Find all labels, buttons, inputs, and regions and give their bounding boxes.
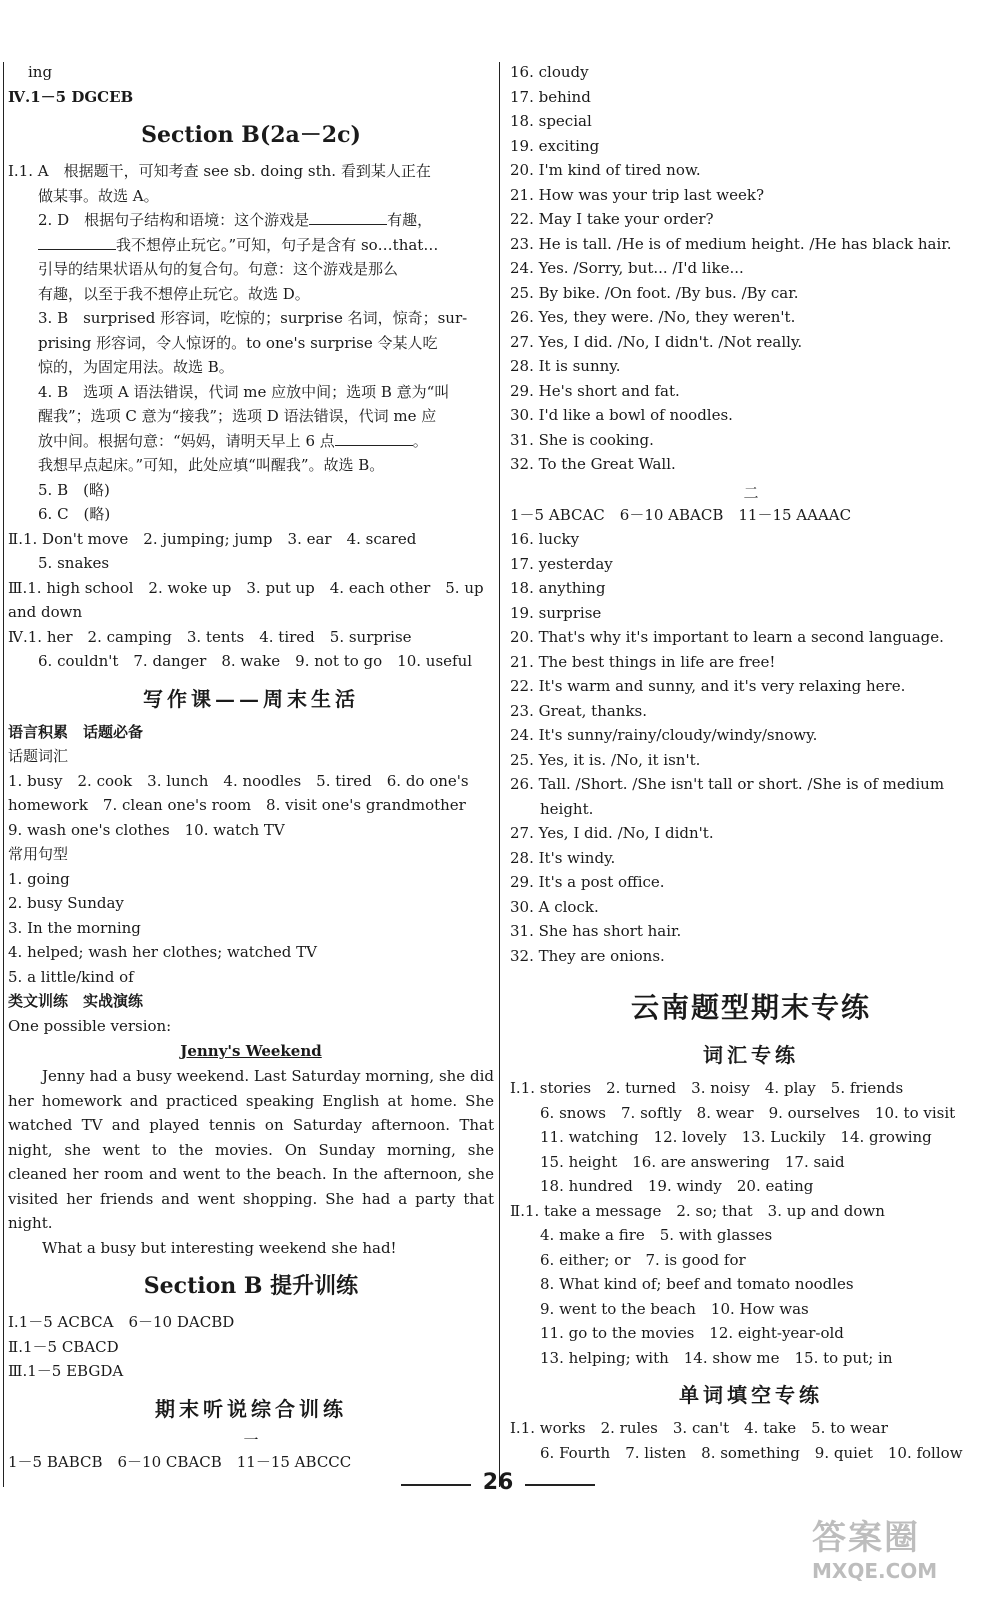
essay-paragraph: What a busy but interesting weekend she had! [42,1238,397,1257]
blank-line [309,210,387,225]
section-title: 云南题型期末专练 [630,991,871,1024]
blank-line [38,235,116,250]
essay-paragraph: Jenny had a busy weekend. Last Saturday morning, she did her homework and practiced speaking English at home. She watched TV and played tennis on Saturday afternoon. That night, she went to the movies. On Sunday morning, she cleaned her room and went to the beach. In the afternoon, she visited her friends and went shopping. She had a party that night. [8,1067,494,1232]
right-column [510,60,992,1465]
blank-line [335,431,413,446]
text-line: 26. Tall. /Short. /She isn't tall or short. /She is of medium [510,775,945,793]
text-line: Ⅲ.1－5 EBGDA [8,1362,124,1380]
text-line: 8. What kind of; beef and tomato noodles [540,1275,854,1293]
text-line: 4. make a fire 5. with glasses [540,1226,773,1244]
footer-dash-right [525,1484,595,1486]
text-line: 31. She has short hair. [510,922,682,940]
text-line: 15. height 16. are answering 17. said [540,1152,845,1171]
text-line: 11. go to the movies 12. eight-year-old [540,1324,844,1342]
sub-part-label: 二 [743,483,759,502]
text-line: Ⅱ.1. Don't move 2. jumping; jump 3. ear 4. scared [8,529,417,548]
text-line: 1. going [8,869,70,888]
text-line: One possible version: [8,1016,172,1035]
text-line: 23. He is tall. /He is of medium height. /He has black hair. [510,234,952,253]
text-line: 19. exciting [510,136,600,155]
text-line: 20. I'm kind of tired now. [510,161,701,179]
watermark-en: MXQE.COM [812,1559,938,1583]
left-margin-rule [3,62,4,1487]
text-line: 1－5 BABCB 6－10 CBACB 11－15 ABCCC [8,1452,352,1471]
text-line: 6. C (略) [38,505,111,523]
text-line: 21. How was your trip last week? [510,185,765,204]
essay-title: Jenny's Weekend [180,1042,322,1060]
text-line: 31. She is cooking. [510,430,654,449]
text-line: 1. busy 2. cook 3. lunch 4. noodles 5. tired 6. do one's [8,771,469,790]
text-line: 4. helped; wash her clothes; watched TV [8,943,317,961]
text-line: 醒我”；选项 C 意为“接我”；选项 D 语法错误，代词 me 应 [38,407,437,425]
column-divider [499,62,500,1487]
text-line: 30. I'd like a bowl of noodles. [510,406,733,424]
text-line: 17. behind [510,87,591,106]
text-line: 17. yesterday [510,554,613,573]
footer-dash-left [401,1484,471,1486]
sub-heading: 语言积累 话题必备 [8,722,144,741]
text-line: Ⅰ.1. A 根据题干，可知考查 see sb. doing sth. 看到某人正在 [8,162,431,180]
text-line: 24. It's sunny/rainy/cloudy/windy/snowy. [510,726,818,744]
section-title: 写作课——周末生活 [143,686,359,711]
text-line: Ⅰ.1－5 ACBCA 6－10 DACBD [8,1313,235,1331]
text-line: 2. D 根据句子结构和语境：这个游戏是 有趣， [38,211,433,229]
text-line: 6. snows 7. softly 8. wear 9. ourselves 10. to visit [540,1103,956,1122]
watermark-cn: 答案圈 [812,1518,920,1558]
text-line: 我想早点起床。”可知，此处应填“叫醒我”。故选 B。 [38,456,385,474]
text-line: and down [8,603,83,621]
text-line: Ⅱ.1－5 CBACD [8,1337,119,1356]
text-line: homework 7. clean one's room 8. visit one's grandmother [8,796,466,814]
text-line: 6. couldn't 7. danger 8. wake 9. not to go 10. useful [38,652,473,670]
text-line: 放中间。根据句意：“妈妈，请明天早上 6 点 。 [38,431,428,450]
text-line: 21. The best things in life are free! [510,652,776,671]
text-line: 有趣，以至于我不想停止玩它。故选 D。 [38,284,310,303]
text-line: Ⅳ.1. her 2. camping 3. tents 4. tired 5. surprise [8,627,412,646]
text-line: Ⅰ.1. works 2. rules 3. can't 4. take 5. to wear [510,1419,888,1437]
text-line: 29. He's short and fat. [510,381,680,400]
text-line: 20. That's why it's important to learn a second language. [510,628,944,646]
text-line: 1－5 ABCAC 6－10 ABACB 11－15 AAAAC [510,505,852,524]
text-line: 惊的，为固定用法。故选 B。 [38,358,234,376]
left-column [8,60,494,1474]
text-line: 25. Yes, it is. /No, it isn't. [510,750,701,769]
sub-part-label: 一 [243,1430,259,1449]
text-line: height. [540,799,594,818]
text-line: 28. It is sunny. [510,357,621,375]
text-line: 我不想停止玩它。”可知，句子是含有 so…that… [8,233,494,258]
text-line: prising 形容词，令人惊讶的。to one's surprise 令某人吃 [38,333,438,352]
sub-heading: 常用句型 [8,845,69,863]
text-line: 22. It's warm and sunny, and it's very relaxing here. [510,677,906,695]
text-line: Ⅰ.1. stories 2. turned 3. noisy 4. play 5. friends [510,1079,904,1097]
text-line: 引导的结果状语从句的复合句。句意：这个游戏是那么 [38,260,399,278]
text-line: 27. Yes, I did. /No, I didn't. /Not really. [510,332,803,351]
page-footer [0,1470,996,1495]
text-line: 22. May I take your order? [510,210,714,228]
text-line: 9. went to the beach 10. How was [540,1299,809,1318]
text-line: 3. In the morning [8,918,141,937]
text-line: 16. cloudy [510,63,589,81]
text-line: Ⅲ.1. high school 2. woke up 3. put up 4. each other 5. up [8,578,484,597]
text-line: 30. A clock. [510,897,599,916]
watermark-logo [812,1510,982,1590]
text-line: 28. It's windy. [510,848,616,867]
text-line: 5. snakes [38,554,110,572]
text-line: 6. either; or 7. is good for [540,1250,746,1269]
text-line: 5. a little/kind of [8,967,134,986]
section-title: 单词填空专练 [679,1383,823,1407]
page-number: 26 [482,1470,514,1495]
section-title: 词汇专练 [703,1043,799,1067]
text-line: 18. special [510,112,592,130]
text-line: 24. Yes. /Sorry, but... /I'd like... [510,259,744,277]
text-line: 16. lucky [510,530,580,548]
text-line: 13. helping; with 14. show me 15. to put; in [540,1348,893,1367]
text-line: 29. It's a post office. [510,873,665,891]
section-title: Section B 提升训练 [143,1273,359,1299]
text-line: 11. watching 12. lovely 13. Luckily 14. growing [540,1128,932,1146]
text-line: 4. B 选项 A 语法错误，代词 me 应放中间；选项 B 意为“叫 [38,382,450,401]
text-line: Ⅳ.1－5 DGCEB [8,87,134,106]
text-line: Ⅱ.1. take a message 2. so; that 3. up and down [510,1201,885,1220]
sub-heading: 类文训练 实战演练 [8,992,144,1010]
text-line: 23. Great, thanks. [510,701,648,720]
sub-heading: 话题词汇 [8,747,69,765]
section-title: Section B(2a－2c) [141,122,361,148]
text-line: 18. hundred 19. windy 20. eating [540,1177,814,1195]
text-line: 3. B surprised 形容词，吃惊的；surprise 名词，惊奇；sur- [38,309,468,327]
section-title: 期末听说综合训练 [155,1396,347,1421]
text-line: 32. To the Great Wall. [510,455,676,473]
text-line: 26. Yes, they were. /No, they weren't. [510,308,796,326]
text-line: 5. B (略) [38,480,110,499]
text-line: ing [28,63,53,81]
text-line: 18. anything [510,579,606,597]
text-line: 9. wash one's clothes 10. watch TV [8,820,285,839]
text-line: 做某事。故选 A。 [38,186,159,205]
text-line: 27. Yes, I did. /No, I didn't. [510,824,714,842]
text-line: 19. surprise [510,603,602,622]
text-line: 32. They are onions. [510,946,665,965]
text-line: 25. By bike. /On foot. /By bus. /By car. [510,283,799,302]
text-line: 2. busy Sunday [8,894,124,912]
text-line: 6. Fourth 7. listen 8. something 9. quiet 10. follow [540,1443,963,1462]
